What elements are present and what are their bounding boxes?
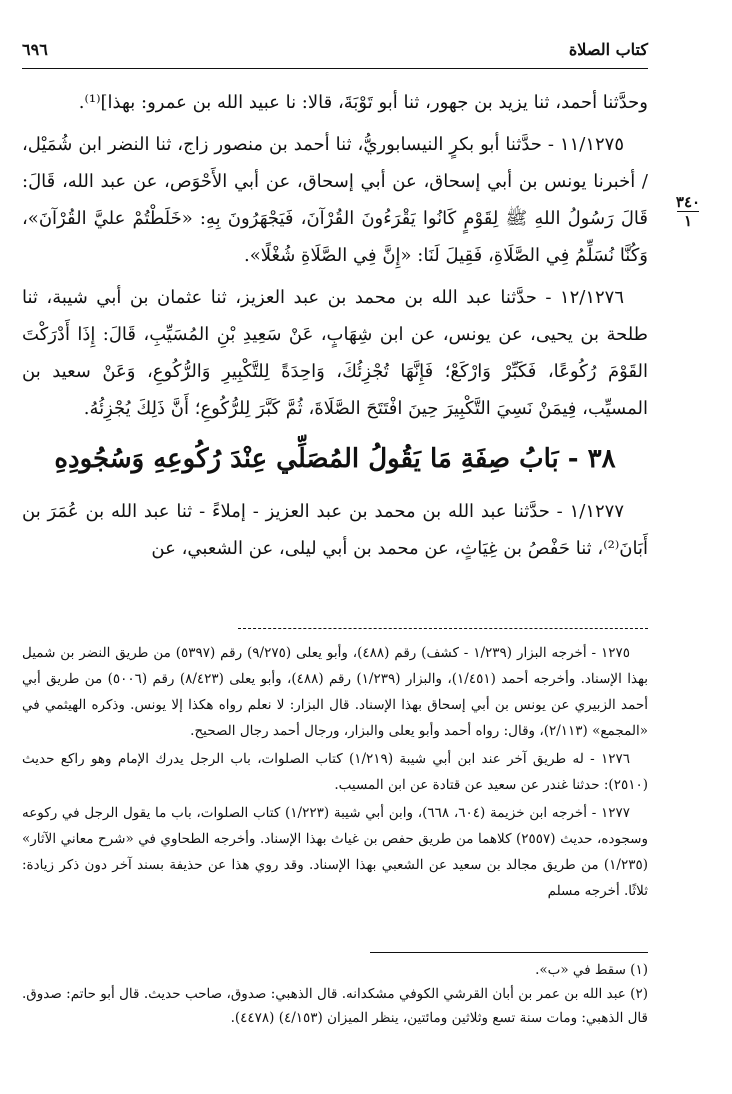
page-header — [22, 40, 648, 68]
note-1276: ١٢٧٦ - له طريق آخر عند ابن أبي شيبة (١/٢١٩) كتاب الصلوات، باب الرجل يدرك الإمام وهو راكع حديث (٢٥١٠): حدثنا غندر عن سعيد عن قتادة عن ابن المسيب. — [22, 751, 648, 793]
main-text — [22, 84, 648, 572]
note-1275: ١٢٧٥ - أخرجه البزار (١/٢٣٩ - كشف) رقم (٤٨٨)، وأبو يعلى (٩/٢٧٥) رقم (٥٣٩٧) من طريق النضر بن شميل بهذا الإسناد. وأخرجه أحمد (١/٤٥١)، والبزار (١/٢٣٩) رقم (٤٨٨)، وأبو يعلى (٨/٤٢٣) رقم (٥٠٠٦) من طريق أبي أحمد الزبيري عن يونس بن أبي إسحاق بهذا الإسناد. قال البزار: لا نعلم رواه هكذا إلا يونس. وذكره الهيثمي في «المجمع» (٢/١١٣)، وقال: رواه أحمد وأبو يعلى والبزار، ورجال أحمد رجال الصحيح. — [22, 645, 649, 739]
header-rule — [22, 68, 648, 69]
reference-note-2: (٢) عبد الله بن عمر بن أبان القرشي الكوفي مشكدانه. قال الذهبي: صدوق، صاحب حديث. قال أبو حاتم: صدوق. قال الذهبي: ومات سنة تسع وثلاثين ومائتين، ينظر الميزان (٤/١٥٣) (٤٤٧٨). — [22, 986, 648, 1026]
reference-note-1: (١) سقط في «ب». — [535, 962, 648, 978]
margin-reference-top: ٣٤٠ — [675, 193, 701, 211]
reference-notes — [22, 958, 648, 1030]
note-1277: ١٢٧٧ - أخرجه ابن خزيمة (٦٠٤، ٦٦٨)، وابن أبي شيبة (١/٢٢٣) كتاب الصلوات، باب ما يقول الرجل في ركوعه وسجوده، حديث (٢٥٥٧) كلاهما من طريق حفص بن غياث بهذا الإسناد. وأخرجه الطحاوي في «شرح معاني الآثار» (١/٢٣٥) من طريق مجالد بن سعيد عن الشعبي بهذا الإسناد. وقد روي هذا عن حذيفة بسند آخر دون ذكر زيادة: ثلاثًا. أخرجه مسلم — [22, 805, 648, 899]
hadith-1275: ١١/١٢٧٥ - حدَّثنا أبو بكرٍ النيسابوريُّ، ثنا أحمد بن منصور زاج، ثنا النضر ابن شُمَيْل، / أخبرنا يونس بن أبي إسحاق، عن أبي إسحاق، عن أبي الأَحْوَص، عن عبد الله، قَالَ: قَالَ رَسُولُ اللهِ ﷺ لِقَوْمٍ كَانُوا يَقْرَءُونَ القُرْآنَ، فَيَجْهَرُونَ بِهِ: «خَلَطْتُمْ عليَّ القُرْآنَ»، وَكُنَّا نُسَلِّمُ فِي الصَّلَاةِ، فَقِيلَ لَنَا: «إِنَّ فِي الصَّلَاةِ شُغْلًا». — [22, 134, 648, 266]
page-number: ٦٩٦ — [22, 40, 48, 59]
hadith-1276: ١٢/١٢٧٦ - حدَّثنا عبد الله بن محمد بن عبد العزيز، ثنا عثمان بن أبي شيبة، ثنا طلحة بن يحيى، عن يونس، عن ابن شِهَابٍ، عَنْ سَعِيدِ بْنِ المُسَيِّبِ، قَالَ: إِذَا أَدْرَكْتَ القَوْمَ رُكُوعًا، فَكَبِّرْ وَارْكَعْ؛ فَإِنَّهَا تُجْزِئُكَ، وَاحِدَةً لِلتَّكْبِيرِ وَالرُّكُوعِ، وَعَنْ سعيد بن المسيِّب، فِيمَنْ نَسِيَ التَّكْبِيرَ حِينَ افْتَتَحَ الصَّلَاةَ، ثُمَّ كَبَّرَ لِلرُّكُوعِ؛ أَنَّ ذَلِكَ يُجْزِئُهُ. — [22, 287, 648, 419]
running-title: كتاب الصلاة — [568, 40, 648, 59]
chapter-heading: ٣٨ - بَابُ صِفَةِ مَا يَقُولُ المُصَلِّي عِنْدَ رُكُوعِهِ وَسُجُودِهِ — [54, 444, 616, 474]
reference-separator — [370, 952, 648, 953]
hadith-1277: ١/١٢٧٧ - حدَّثنا عبد الله بن محمد بن عبد العزيز - إملاءً - ثنا عبد الله بن عُمَرَ بن أَبَانَ⁽²⁾، ثنا حَفْصُ بن غِيَاثٍ، عن محمد بن أبي ليلى، عن الشعبي، عن — [22, 501, 648, 559]
paragraph-continuation: وحدَّثنا أحمد، ثنا يزيد بن جهور، ثنا أبو تَوْبَةَ، قالا: نا عبيد الله بن عمرو: بهذا]⁽¹⁾. — [78, 92, 648, 113]
margin-reference-bottom: ١ — [683, 212, 693, 230]
footnote-separator — [238, 628, 648, 629]
margin-reference — [664, 194, 712, 229]
takhrij-notes — [22, 640, 648, 906]
